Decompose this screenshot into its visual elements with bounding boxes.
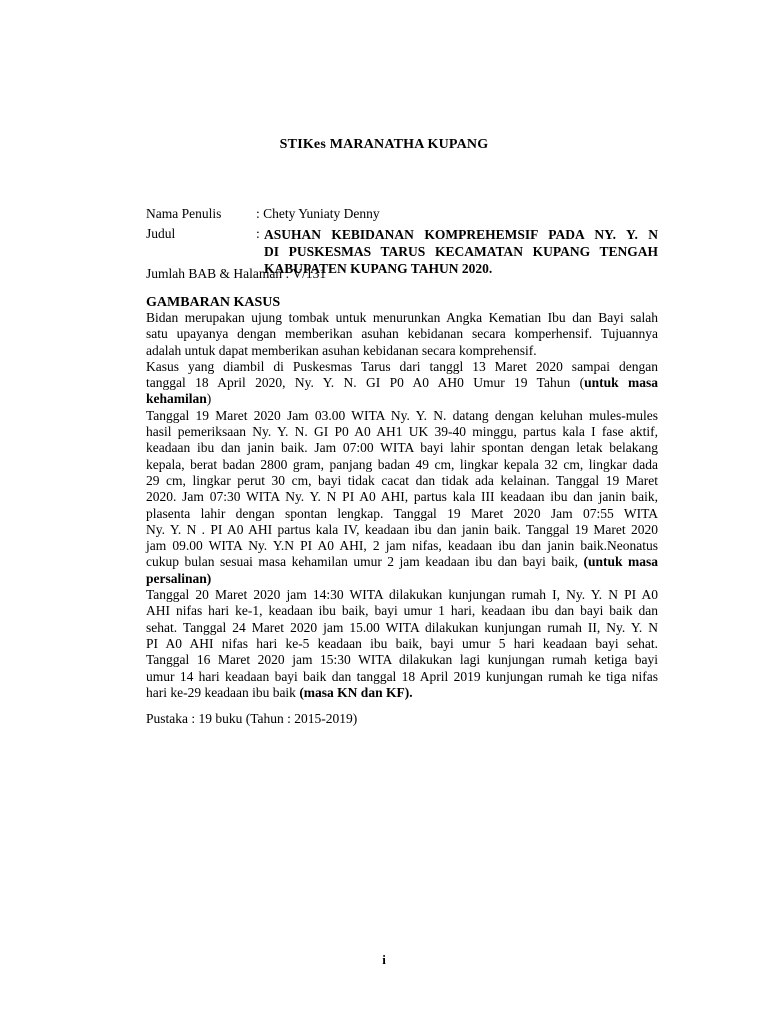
document-title: STIKes MARANATHA KUPANG bbox=[279, 137, 489, 152]
emphasis-text: persalinan) bbox=[146, 570, 212, 586]
paragraph-line: Tanggal 19 Maret 2020 Jam 03.00 WITA Ny. Y. N. datang dengan keluhan mules-mules bbox=[146, 407, 658, 423]
paragraph-line: 29 cm, lingkar perut 30 cm, bayi tidak cacat dan tidak ada kelainan. Tanggal 19 Maret bbox=[146, 472, 658, 488]
paragraph-line: jam 09.00 WITA Ny. Y.N PI A0 AHI, 2 jam nifas, keadaan ibu dan janin baik.Neonatus bbox=[146, 538, 658, 554]
paragraph-line: Bidan merupakan ujung tombak untuk menurunkan Angka Kematian Ibu dan Bayi salah bbox=[146, 310, 658, 325]
paragraph-line: adalah untuk dapat memberikan asuhan kebidanan secara komprehensif. bbox=[146, 342, 537, 358]
section-heading: GAMBARAN KASUS bbox=[146, 295, 281, 310]
paragraph-line: Tanggal 20 Maret 2020 jam 14:30 WITA dilakukan kunjungan rumah I, Ny. Y. N PI A0 bbox=[146, 587, 658, 603]
author-row bbox=[146, 206, 380, 222]
emphasis-text: (masa KN dan KF). bbox=[299, 684, 413, 700]
emphasis-text: untuk masa bbox=[584, 375, 659, 391]
paragraph-line: 2020. Jam 07:30 WITA Ny. Y. N PI A0 AHI, partus kala III keadaan ibu dan janin baik, bbox=[146, 489, 658, 505]
emphasis-text: (untuk masa bbox=[583, 554, 658, 570]
paragraph-line-with-emphasis bbox=[146, 571, 658, 587]
paragraph-line: Kasus yang diambil di Puskesmas Tarus dari tanggl 13 Maret 2020 sampai dengan bbox=[146, 358, 658, 374]
references-count: Pustaka : 19 buku (Tahun : 2015-2019) bbox=[146, 711, 358, 726]
paragraph-text: cukup bulan sesuai masa kehamilan umur 2 jam keadaan ibu dan bayi baik, bbox=[146, 554, 584, 570]
paragraph-line: Ny. Y. N . PI A0 AHI partus kala IV, keadaan ibu dan janin baik. Tanggal 19 Maret 2020 bbox=[146, 521, 658, 537]
paragraph-text: ) bbox=[206, 391, 212, 407]
paragraph-text: tanggal 18 April 2020, Ny. Y. N. GI P0 A0 AH0 Umur 19 Tahun ( bbox=[146, 375, 585, 391]
paragraph-line: sehat. Tanggal 24 Maret 2020 jam 15.00 WITA dilakukan kunjungan rumah II, Ny. Y. N bbox=[146, 619, 658, 635]
title-colon: : bbox=[256, 226, 260, 241]
thesis-title-line: ASUHAN KEBIDANAN KOMPREHEMSIF PADA NY. Y. N bbox=[264, 227, 658, 242]
author-value: : Chety Yuniaty Denny bbox=[256, 206, 380, 221]
paragraph-line: kepala, berat badan 2800 gram, panjang badan 49 cm, lingkar kepala 32 cm, lingkar dada bbox=[146, 456, 658, 472]
chapter-page-count: Jumlah BAB & Halaman : V/131 bbox=[146, 266, 327, 281]
paragraph-line-with-emphasis bbox=[146, 554, 658, 570]
paragraph-line: hasil pemeriksaan Ny. Y. N. GI P0 A0 AH1 UK 39-40 minggu, partus kala I fase aktif, bbox=[146, 424, 658, 440]
paragraph-line: umur 14 hari keadaan bayi baik dan tanggal 18 April 2019 kunjungan rumah ke tiga nifas bbox=[146, 668, 658, 684]
paragraph-line: satu upayanya dengan memberikan asuhan kebidanan secara komperhensif. Tujuannya bbox=[146, 326, 658, 342]
paragraph-line-with-emphasis bbox=[146, 391, 658, 407]
emphasis-text: kehamilan bbox=[146, 391, 207, 407]
paragraph-line-with-emphasis bbox=[146, 685, 658, 701]
paragraph-line: keadaan ibu dan janin baik. Jam 07:00 WITA bayi lahir spontan dengan letak belakang bbox=[146, 440, 658, 456]
page-number: i bbox=[382, 952, 386, 967]
paragraph-text: hari ke-29 keadaan ibu baik bbox=[146, 684, 300, 700]
thesis-title-line: DI PUSKESMAS TARUS KECAMATAN KUPANG TENGAH bbox=[264, 244, 658, 259]
paragraph-line: PI A0 AHI nifas hari ke-5 keadaan ibu baik, bayi umur 5 hari keadaan bayi sehat. bbox=[146, 635, 658, 651]
author-label: Nama Penulis bbox=[146, 206, 222, 221]
thesis-title-line: KABUPATEN KUPANG TAHUN 2020. bbox=[264, 261, 493, 276]
paragraph-line-with-emphasis bbox=[146, 375, 658, 391]
case-summary bbox=[146, 310, 658, 701]
title-label: Judul bbox=[146, 226, 176, 241]
paragraph-line: Tanggal 16 Maret 2020 jam 15:30 WITA dilakukan lagi kunjungan rumah ketiga bayi bbox=[146, 652, 658, 668]
paragraph-line: AHI nifas hari ke-1, keadaan ibu baik, bayi umur 1 hari, keadaan ibu dan bayi baik dan bbox=[146, 603, 658, 619]
paragraph-line: plasenta lahir dengan spontan lengkap. Tanggal 19 Maret 2020 Jam 07:55 WITA bbox=[146, 505, 658, 521]
